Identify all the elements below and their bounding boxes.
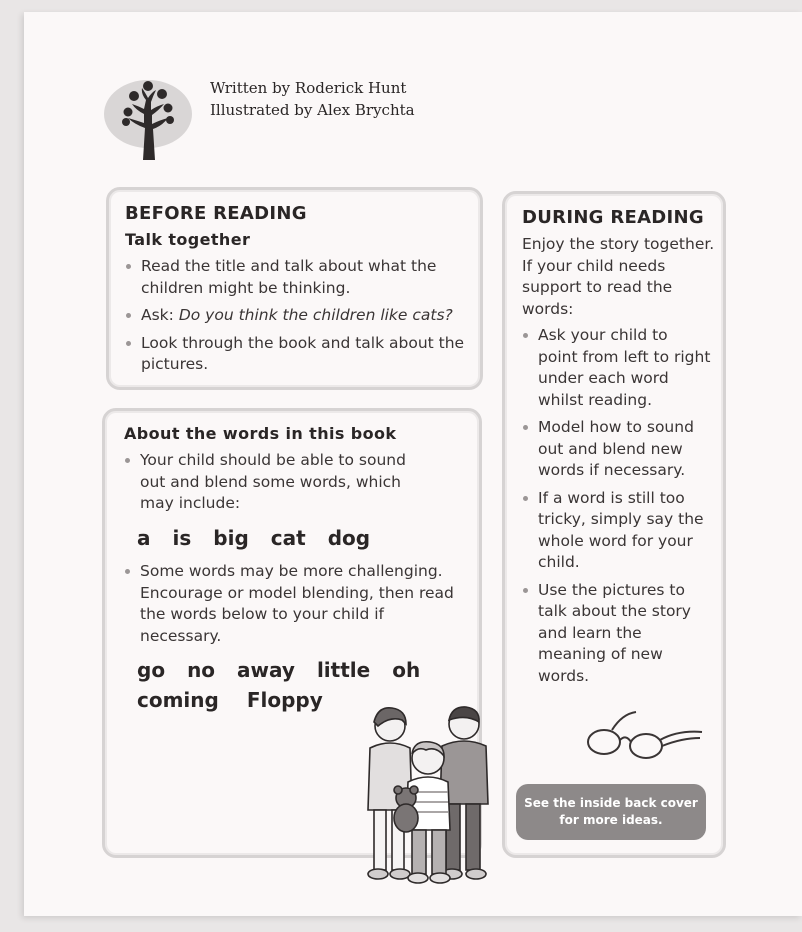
talk-together-subheading: Talk together — [125, 230, 251, 249]
word: cat — [270, 526, 306, 550]
word: go — [137, 658, 166, 682]
before-reading-list — [125, 256, 470, 382]
about-words-heading: About the words in this book — [124, 424, 397, 443]
tree-logo-icon — [104, 74, 192, 160]
decodable-words — [137, 526, 370, 550]
inside-back-cover-note — [516, 784, 706, 840]
list-item: If a word is still too tricky, simply say the whole word for your child. — [522, 488, 712, 574]
note-line-1: See the inside back cover — [524, 796, 698, 810]
list-item: Ask your child to point from left to right under each word whilst reading. — [522, 325, 712, 411]
list-item: Model how to sound out and blend new words if necessary. — [522, 417, 712, 482]
word: oh — [392, 658, 421, 682]
ask-question: Do you think the children like cats? — [178, 306, 453, 324]
word: coming — [137, 688, 219, 712]
about-words-list-2 — [124, 561, 454, 653]
ask-prefix: Ask: — [141, 306, 179, 324]
word: dog — [327, 526, 371, 550]
list-item: Read the title and talk about what the children might be thinking. — [125, 256, 470, 299]
word: big — [213, 526, 249, 550]
word: away — [237, 658, 295, 682]
during-reading-list — [522, 325, 712, 693]
tricky-words-row-1 — [137, 658, 420, 682]
list-item: Some words may be more challenging. Encourage or model blending, then read the words below to your child if necessary. — [124, 561, 454, 647]
word: is — [172, 526, 192, 550]
about-words-list-1 — [124, 450, 424, 521]
word: no — [187, 658, 216, 682]
list-item: Use the pictures to talk about the story and learn the meaning of new words. — [522, 580, 712, 688]
word: a — [137, 526, 151, 550]
children-illustration-icon — [356, 700, 496, 888]
during-reading-heading: DURING READING — [522, 207, 704, 228]
word: Floppy — [246, 688, 323, 712]
list-item — [125, 305, 470, 327]
tricky-words-row-2 — [137, 688, 323, 712]
during-reading-intro: Enjoy the story together. If your child needs support to read the words: — [522, 235, 715, 318]
before-reading-heading: BEFORE READING — [125, 203, 307, 224]
illustrator-credit: Illustrated by Alex Brychta — [210, 101, 415, 119]
word: little — [316, 658, 371, 682]
note-line-2: for more ideas. — [559, 813, 663, 827]
list-item: Your child should be able to sound out and blend some words, which may include: — [124, 450, 424, 515]
glasses-icon — [582, 708, 706, 760]
credits — [210, 77, 415, 121]
author-credit: Written by Roderick Hunt — [210, 79, 407, 97]
list-item: Look through the book and talk about the pictures. — [125, 333, 470, 376]
